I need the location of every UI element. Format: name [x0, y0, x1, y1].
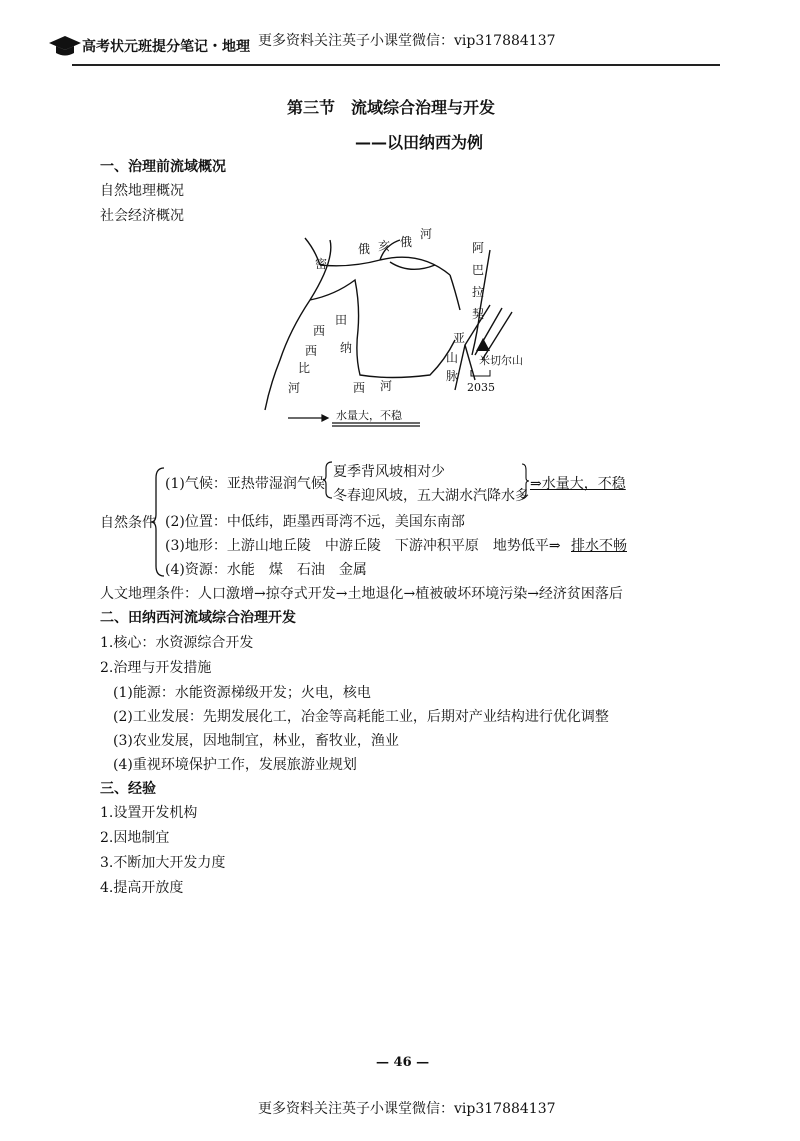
- page-title: 第三节 流域综合治理与开发: [287, 98, 496, 117]
- measure-item: (2)工业发展：先期发展化工，冶金等高耗能工业，后期对产业结构进行优化调整: [113, 709, 609, 725]
- map-label: 亥: [378, 239, 391, 253]
- map-label: 西: [305, 344, 318, 358]
- terrain-line: (3)地形：上游山地丘陵 中游丘陵 下游冲积平原 地势低平⇒: [165, 538, 561, 554]
- mountain-peak-icon: [476, 338, 490, 351]
- page-subtitle: ——以田纳西为例: [355, 133, 484, 152]
- legend-label: 水量大，不稳: [336, 409, 402, 422]
- header-divider: [72, 64, 720, 66]
- section2-measures: 2.治理与开发措施: [100, 660, 212, 676]
- elevation-label: 2035: [467, 381, 495, 394]
- measure-item: (4)重视环境保护工作，发展旅游业规划: [113, 757, 357, 773]
- map-label: 俄: [358, 242, 371, 256]
- section1-line1: 自然地理概况: [100, 183, 184, 199]
- map-label: 契: [472, 307, 485, 321]
- map-label: 比: [298, 361, 311, 375]
- brace-icon: [150, 466, 166, 578]
- book-title: 高考状元班提分笔记・地理: [82, 39, 250, 55]
- experience-item: 2.因地制宜: [100, 830, 170, 846]
- section2-core: 1.核心：水资源综合开发: [100, 635, 254, 651]
- resources-line: (4)资源：水能 煤 石油 金属: [165, 562, 367, 578]
- map-label: 田: [335, 313, 348, 327]
- measure-item: (1)能源：水能资源梯级开发；火电，核电: [113, 685, 371, 701]
- peak-label: 米切尔山: [479, 354, 523, 367]
- map-label: 河: [288, 381, 301, 395]
- human-conditions-line: 人文地理条件：人口激增→掠夺式开发→土地退化→植被破坏环境污染→经济贫困落后: [100, 586, 623, 602]
- map-label: 脉: [446, 369, 459, 383]
- map-label: 纳: [340, 341, 353, 355]
- experience-item: 4.提高开放度: [100, 880, 184, 896]
- section1-heading: 一、治理前流域概况: [100, 159, 226, 175]
- graduation-cap-icon: [48, 34, 82, 58]
- brace-close-icon: [520, 462, 530, 500]
- climate-sub-b: 冬春迎风坡，五大湖水汽降水多: [333, 488, 529, 504]
- map-label: 西: [353, 381, 366, 395]
- header-watermark: 更多资料关注英子小课堂微信：vip317884137: [258, 33, 556, 49]
- map-label: 亚: [453, 331, 466, 345]
- map-label: 山: [446, 351, 459, 365]
- map-label: 密: [315, 257, 328, 271]
- map-label: 拉: [472, 285, 485, 299]
- section3-heading: 三、经验: [100, 781, 156, 797]
- climate-sub-a: 夏季背风坡相对少: [333, 464, 445, 480]
- natural-conditions-label: 自然条件: [100, 515, 156, 531]
- map-label: 俄: [400, 235, 413, 249]
- map-label: 河: [420, 227, 433, 241]
- tennessee-river-map: [250, 220, 530, 435]
- terrain-result: 排水不畅: [571, 538, 627, 554]
- footer-watermark: 更多资料关注英子小课堂微信：vip317884137: [258, 1101, 556, 1117]
- section2-heading: 二、田纳西河流域综合治理开发: [100, 610, 296, 626]
- page-number: — 46 —: [376, 1055, 430, 1070]
- map-label: 西: [313, 324, 326, 338]
- experience-item: 3.不断加大开发力度: [100, 855, 226, 871]
- measure-item: (3)农业发展，因地制宜，林业，畜牧业，渔业: [113, 733, 399, 749]
- section1-line2: 社会经济概况: [100, 208, 184, 224]
- climate-result: ⇒水量大，不稳: [530, 476, 626, 492]
- map-label: 阿: [472, 241, 485, 255]
- map-label: 河: [380, 379, 393, 393]
- position-line: (2)位置：中低纬，距墨西哥湾不远，美国东南部: [165, 514, 465, 530]
- climate-line: (1)气候：亚热带湿润气候: [165, 476, 325, 492]
- map-label: 巴: [472, 263, 485, 277]
- experience-item: 1.设置开发机构: [100, 805, 198, 821]
